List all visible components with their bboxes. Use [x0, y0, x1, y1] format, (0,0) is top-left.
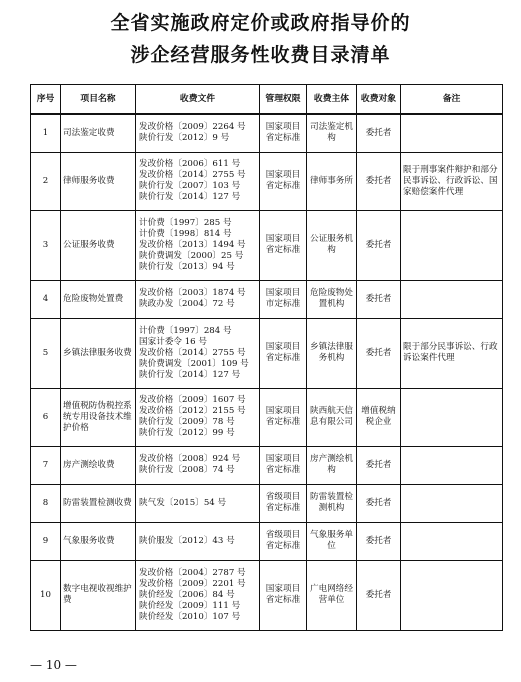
row-no: 9: [31, 522, 61, 560]
header-name: 项目名称: [61, 85, 136, 115]
row-authority: 国家项目省定标准: [260, 152, 307, 210]
header-authority: 管理权限: [260, 85, 307, 115]
row-docs: [136, 388, 260, 446]
table-row: [31, 522, 503, 560]
fee-document: 陕价行发〔2012〕9 号: [139, 133, 230, 144]
header-no: 序号: [31, 85, 61, 115]
page-number: — 10 —: [30, 658, 77, 672]
fee-document: 计价费〔1997〕284 号: [139, 325, 232, 336]
table-row: [31, 560, 503, 630]
row-subject: 律师事务所: [307, 152, 357, 210]
header-target: 收费对象: [357, 85, 401, 115]
fee-document: 陕价费调发〔2001〕109 号: [139, 358, 249, 369]
row-target: 委托者: [357, 484, 401, 522]
fee-document: 发改价格〔2013〕1494 号: [139, 239, 246, 250]
row-note: [401, 446, 503, 484]
row-subject: 公证服务机构: [307, 210, 357, 280]
fee-document: 陕价经发〔2010〕107 号: [139, 611, 241, 622]
fee-document: 陕价行发〔2007〕103 号: [139, 181, 241, 191]
row-note: 限于刑事案件辩护和部分民事诉讼、行政诉讼、国家赔偿案件代理: [401, 152, 503, 210]
row-subject: 防雷装置检测机构: [307, 484, 357, 522]
fee-document: 计价费〔1997〕285 号: [139, 217, 232, 228]
row-subject: 广电网络经营单位: [307, 560, 357, 630]
row-note: 限于部分民事诉讼、行政诉讼案件代理: [401, 318, 503, 388]
row-docs: [136, 560, 260, 630]
row-authority: 国家项目省定标准: [260, 210, 307, 280]
row-note: [401, 210, 503, 280]
row-subject: 气象服务单位: [307, 522, 357, 560]
row-target: 增值税纳税企业: [357, 388, 401, 446]
fee-document: 陕价行发〔2008〕74 号: [139, 465, 235, 475]
row-target: 委托者: [357, 210, 401, 280]
row-note: [401, 484, 503, 522]
fee-document: 发改价格〔2006〕611 号: [139, 159, 241, 169]
row-docs: [136, 152, 260, 210]
row-no: 1: [31, 114, 61, 152]
table-row: [31, 152, 503, 210]
row-no: 10: [31, 560, 61, 630]
row-authority: 国家项目市定标准: [260, 280, 307, 318]
fee-document: 发改价格〔2009〕2201 号: [139, 578, 246, 589]
row-docs: [136, 318, 260, 388]
row-no: 4: [31, 280, 61, 318]
row-target: 委托者: [357, 114, 401, 152]
fee-document: 发改价格〔2004〕2787 号: [139, 567, 246, 578]
fee-document: 发改价格〔2009〕2264 号: [139, 122, 246, 133]
table-row: [31, 114, 503, 152]
header-subject: 收费主体: [307, 85, 357, 115]
table-header-row: [31, 85, 503, 115]
table-body: [31, 114, 503, 630]
row-name: 气象服务收费: [61, 522, 136, 560]
row-no: 6: [31, 388, 61, 446]
row-subject: 陕西航天信息有限公司: [307, 388, 357, 446]
fee-document: 陕价行发〔2014〕127 号: [139, 192, 241, 202]
row-subject: 房产测绘机构: [307, 446, 357, 484]
row-note: [401, 388, 503, 446]
row-docs: [136, 210, 260, 280]
row-note: [401, 114, 503, 152]
fee-document: 陕价经发〔2009〕111 号: [139, 600, 241, 611]
table-row: [31, 318, 503, 388]
row-docs: [136, 114, 260, 152]
row-name: 防雷装置检测收费: [61, 484, 136, 522]
row-name: 数字电视收视维护费: [61, 560, 136, 630]
fee-document: 陕价行发〔2013〕94 号: [139, 261, 235, 272]
fee-document: 计价费〔1998〕814 号: [139, 228, 232, 239]
row-target: 委托者: [357, 446, 401, 484]
fee-document: 发改价格〔2003〕1874 号: [139, 288, 246, 298]
header-note: 备注: [401, 85, 503, 115]
row-subject: 司法鉴定机构: [307, 114, 357, 152]
row-docs: [136, 446, 260, 484]
page-title-line1: 全省实施政府定价或政府指导价的: [110, 12, 411, 34]
row-docs: [136, 522, 260, 560]
row-authority: 国家项目省定标准: [260, 388, 307, 446]
row-no: 7: [31, 446, 61, 484]
fee-document: 发改价格〔2009〕1607 号: [139, 395, 246, 405]
fee-document: 陕价服发〔2012〕43 号: [139, 535, 235, 546]
row-authority: 国家项目省定标准: [260, 114, 307, 152]
row-name: 房产测绘收费: [61, 446, 136, 484]
row-authority: 国家项目省定标准: [260, 560, 307, 630]
fee-document: 发改价格〔2012〕2155 号: [139, 406, 246, 416]
row-target: 委托者: [357, 318, 401, 388]
row-target: 委托者: [357, 560, 401, 630]
fee-document: 发改价格〔2014〕2755 号: [139, 170, 246, 180]
fee-document: 陕价行发〔2014〕127 号: [139, 369, 241, 380]
row-target: 委托者: [357, 280, 401, 318]
row-note: [401, 522, 503, 560]
row-docs: [136, 484, 260, 522]
fee-document: 陕价行发〔2009〕78 号: [139, 417, 235, 427]
row-authority: 国家项目省定标准: [260, 446, 307, 484]
fee-document: 发改价格〔2008〕924 号: [139, 454, 241, 464]
fee-catalog-table: [30, 84, 503, 631]
row-name: 乡镇法律服务收费: [61, 318, 136, 388]
table-row: [31, 388, 503, 446]
table-row: [31, 210, 503, 280]
row-subject: 危险废物处置机构: [307, 280, 357, 318]
row-name: 公证服务收费: [61, 210, 136, 280]
fee-document: 陕价行发〔2012〕99 号: [139, 428, 235, 438]
row-no: 3: [31, 210, 61, 280]
row-no: 5: [31, 318, 61, 388]
row-name: 增值税防伪税控系统专用设备技术维护价格: [61, 388, 136, 446]
row-target: 委托者: [357, 522, 401, 560]
fee-document: 发改价格〔2014〕2755 号: [139, 347, 246, 358]
table-row: [31, 484, 503, 522]
fee-document: 国家计委令 16 号: [139, 336, 207, 347]
table-row: [31, 280, 503, 318]
row-docs: [136, 280, 260, 318]
row-no: 2: [31, 152, 61, 210]
fee-document: 陕价经发〔2006〕84 号: [139, 589, 235, 600]
row-authority: 省级项目省定标准: [260, 522, 307, 560]
row-authority: 国家项目省定标准: [260, 318, 307, 388]
row-note: [401, 280, 503, 318]
row-note: [401, 560, 503, 630]
fee-document: 陕气发〔2015〕54 号: [139, 497, 227, 508]
table-row: [31, 446, 503, 484]
page-title-line2: 涉企经营服务性收费目录清单: [130, 44, 391, 66]
fee-document: 陕价费调发〔2000〕25 号: [139, 250, 244, 261]
row-name: 律师服务收费: [61, 152, 136, 210]
row-name: 危险废物处置费: [61, 280, 136, 318]
row-subject: 乡镇法律服务机构: [307, 318, 357, 388]
row-no: 8: [31, 484, 61, 522]
header-docs: 收费文件: [136, 85, 260, 115]
row-name: 司法鉴定收费: [61, 114, 136, 152]
row-authority: 省级项目省定标准: [260, 484, 307, 522]
row-target: 委托者: [357, 152, 401, 210]
fee-document: 陕政办发〔2004〕72 号: [139, 299, 235, 309]
